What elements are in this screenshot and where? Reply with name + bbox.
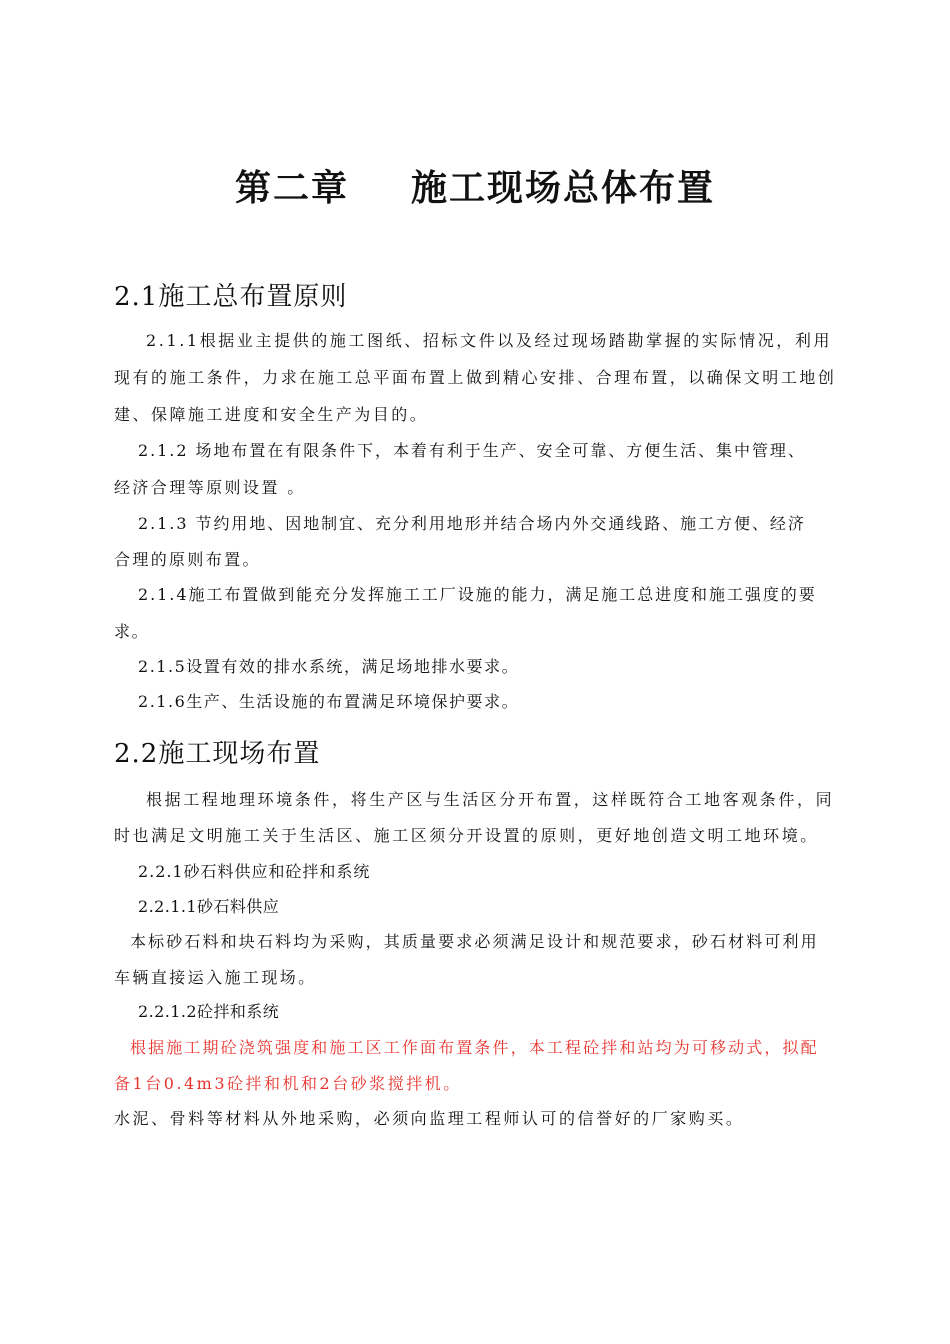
- section-heading-2-2: 2.2施工现场布置: [114, 739, 321, 769]
- chapter-name: 施工现场总体布置: [411, 168, 716, 209]
- paragraph-line: 2.1.4施工布置做到能充分发挥施工工厂设施的能力，满足施工总进度和施工强度的要: [138, 585, 817, 604]
- paragraph-line: 车辆直接运入施工现场。: [114, 968, 317, 987]
- paragraph-line: 2.2.1.2砼拌和系统: [138, 1002, 280, 1021]
- paragraph-line: 2.1.5设置有效的排水系统，满足场地排水要求。: [138, 657, 520, 676]
- paragraph-line: 2.1.1根据业主提供的施工图纸、招标文件以及经过现场踏勘掌握的实际情况，利用: [146, 331, 833, 350]
- paragraph-line: 根据工程地理环境条件，将生产区与生活区分开布置，这样既符合工地客观条件，同: [146, 790, 835, 809]
- paragraph-line: 求。: [114, 622, 150, 641]
- chapter-title: [0, 160, 950, 211]
- paragraph-line: 2.1.2 场地布置在有限条件下，本着有利于生产、安全可靠、方便生活、集中管理、: [138, 441, 806, 460]
- paragraph-line: 2.2.1砂石料供应和砼拌和系统: [138, 862, 371, 881]
- paragraph-line: 2.2.1.1砂石料供应: [138, 897, 280, 916]
- paragraph-line: 时也满足文明施工关于生活区、施工区须分开设置的原则，更好地创造文明工地环境。: [114, 826, 819, 845]
- paragraph-line: 经济合理等原则设置 。: [114, 478, 306, 497]
- paragraph-line: 水泥、骨料等材料从外地采购，必须向监理工程师认可的信誉好的厂家购买。: [114, 1109, 745, 1128]
- paragraph-line: 现有的施工条件，力求在施工总平面布置上做到精心安排、合理布置，以确保文明工地创: [114, 368, 837, 387]
- chapter-number: 第二章: [234, 168, 349, 209]
- paragraph-line: 本标砂石料和块石料均为采购，其质量要求必须满足设计和规范要求，砂石材料可利用: [130, 932, 819, 951]
- paragraph-line: 2.1.3 节约用地、因地制宜、充分利用地形并结合场内外交通线路、施工方便、经济: [138, 514, 806, 533]
- paragraph-line: 建、保障施工进度和安全生产为目的。: [114, 405, 429, 424]
- paragraph-line: 合理的原则布置。: [114, 550, 261, 569]
- section-heading-2-1: 2.1施工总布置原则: [114, 282, 348, 312]
- highlighted-paragraph-line: 根据施工期砼浇筑强度和施工区工作面布置条件，本工程砼拌和站均为可移动式，拟配: [130, 1038, 819, 1057]
- paragraph-line: 2.1.6生产、生活设施的布置满足环境保护要求。: [138, 692, 520, 711]
- highlighted-paragraph-line: 备1台0.4m3砼拌和机和2台砂浆搅拌机。: [114, 1074, 462, 1093]
